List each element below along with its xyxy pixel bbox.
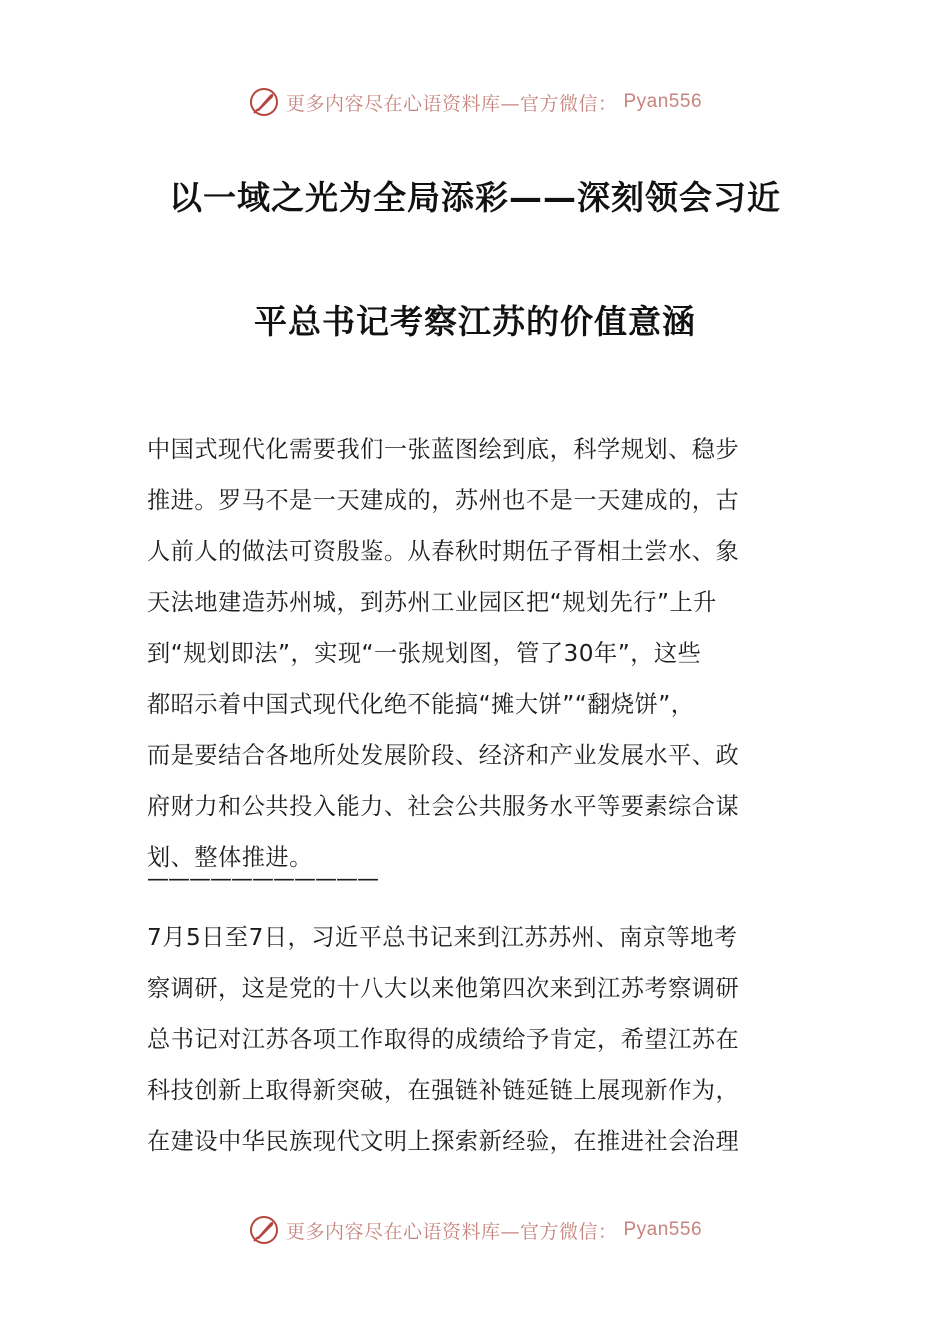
- banner-text: 更多内容尽在心语资料库—官方微信：: [285, 92, 618, 115]
- paragraph-line: 中国式现代化需要我们一张蓝图绘到底，科学规划、稳步: [147, 436, 740, 463]
- paragraph-line: 科技创新上取得新突破，在强链补链延链上展现新作为，: [147, 1077, 740, 1104]
- paragraph-line: 天法地建造苏州城，到苏州工业园区把“规划先行”上升: [147, 589, 717, 616]
- quill-pen-icon: [248, 86, 280, 118]
- paragraph-line: 而是要结合各地所处发展阶段、经济和产业发展水平、政: [147, 742, 740, 769]
- paragraph-line: 推进。罗马不是一天建成的，苏州也不是一天建成的，古: [147, 487, 740, 514]
- paragraph-line: 都昭示着中国式现代化绝不能搞“摊大饼”“翻烧饼”，: [147, 691, 695, 718]
- header-watermark-banner: [0, 82, 950, 122]
- banner-wechat-id: Pyan556: [623, 91, 703, 112]
- paragraph-line: 在建设中华民族现代文明上探索新经验，在推进社会治理: [147, 1128, 740, 1155]
- body-paragraph-2: [147, 912, 803, 1167]
- paragraph-line: 人前人的做法可资殷鉴。从春秋时期伍子胥相土尝水、象: [147, 538, 740, 565]
- quill-pen-icon: [248, 1214, 280, 1246]
- paragraph-line: 到“规划即法”，实现“一张规划图，管了30年”，这些: [147, 640, 702, 667]
- footer-watermark-banner: [0, 1210, 950, 1250]
- banner-wechat-id: Pyan556: [623, 1219, 703, 1240]
- banner-text: 更多内容尽在心语资料库—官方微信：: [285, 1220, 618, 1243]
- paragraph-line: 总书记对江苏各项工作取得的成绩给予肯定，希望江苏在: [147, 1026, 740, 1053]
- section-divider: ———————————: [147, 867, 378, 892]
- paragraph-line: 察调研，这是党的十八大以来他第四次来到江苏考察调研: [147, 975, 740, 1002]
- paragraph-line: 划、整体推进。: [147, 844, 313, 871]
- body-paragraph-1: [147, 424, 803, 883]
- paragraph-line: 7月5日至7日，习近平总书记来到江苏苏州、南京等地考: [147, 924, 738, 951]
- document-title-line-2: 平总书记考察江苏的价值意涵: [254, 302, 696, 341]
- paragraph-line: 府财力和公共投入能力、社会公共服务水平等要素综合谋: [147, 793, 740, 820]
- document-title-line-1: 以一域之光为全局添彩——深刻领会习近: [169, 178, 781, 217]
